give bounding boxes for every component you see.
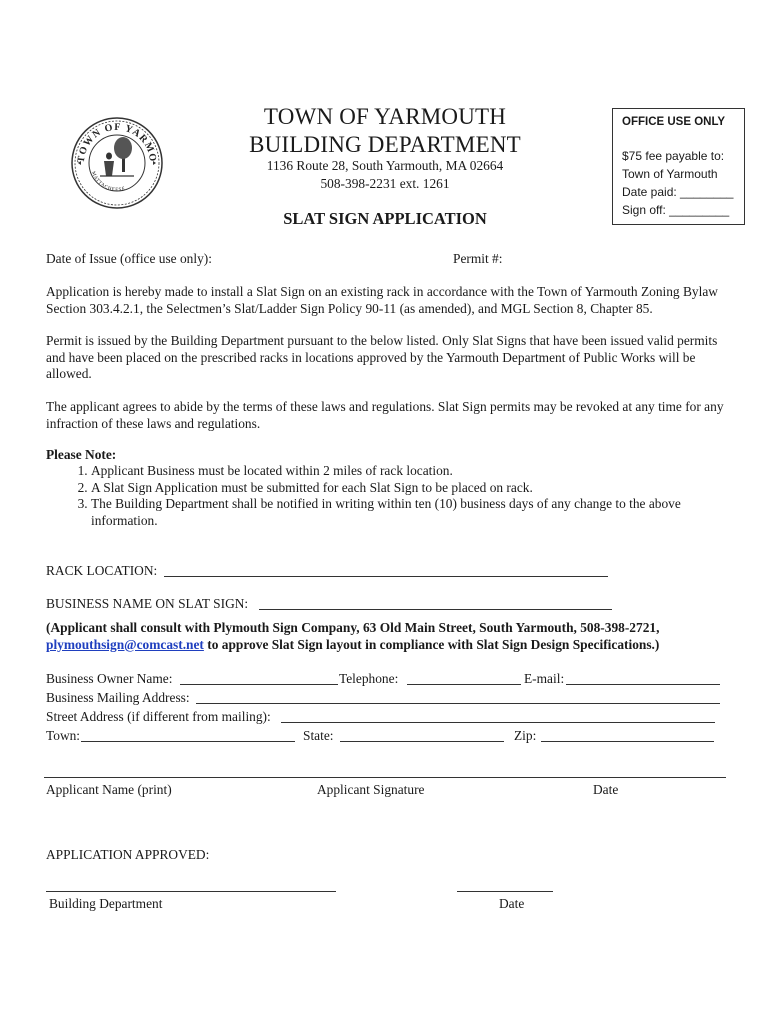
street-address-line[interactable] — [281, 722, 715, 723]
consult-text-end: to approve Slat Sign layout in compliance with Slat Sign Design Specifications.) — [203, 636, 660, 652]
date-paid-field[interactable]: Date paid: ________ — [622, 185, 734, 199]
building-department-signature-line[interactable] — [46, 891, 336, 892]
owner-name-label: Business Owner Name: — [46, 671, 173, 686]
application-approved-label: APPLICATION APPROVED: — [46, 847, 210, 862]
mailing-address-line[interactable] — [196, 703, 720, 704]
applicant-date-label: Date — [593, 782, 619, 797]
email-label: E-mail: — [524, 671, 565, 686]
zip-line[interactable] — [541, 741, 714, 742]
office-use-title: OFFICE USE ONLY — [622, 116, 726, 128]
applicant-signature-line[interactable] — [44, 777, 726, 778]
consult-note — [46, 620, 736, 653]
telephone-label: Telephone: — [339, 671, 399, 686]
telephone-line[interactable] — [407, 684, 521, 685]
department-address: 1136 Route 28, South Yarmouth, MA 02664 — [266, 158, 504, 173]
permit-paragraph: Permit is issued by the Building Department pursuant to the below listed. Only Slat Signs that have been issued valid permits and have been placed on the prescribed racks in locations approved by the Yarmouth Department of Public Works will be allowed. — [46, 333, 718, 381]
seal-top-text: TOWN OF YARMO — [75, 121, 159, 164]
note-item: 3. The Building Department shall be notified in writing within ten (10) business days of any change to the above information. — [91, 496, 736, 529]
mailing-address-label: Business Mailing Address: — [46, 690, 190, 705]
fee-text: $75 fee payable to: — [622, 149, 725, 163]
date-of-issue-label: Date of Issue (office use only): — [46, 251, 212, 266]
state-label: State: — [303, 728, 334, 743]
agreement-paragraph: The applicant agrees to abide by the terms of these laws and regulations. Slat Sign permits may be revoked at any time for any infraction of these laws and regulations. — [46, 399, 724, 431]
form-title: SLAT SIGN APPLICATION — [283, 209, 487, 228]
please-note-list — [46, 463, 736, 529]
business-name-label: BUSINESS NAME ON SLAT SIGN: — [46, 596, 249, 611]
please-note-heading: Please Note: — [46, 447, 117, 462]
note-item: 2. A Slat Sign Application must be submitted for each Slat Sign to be placed on rack. — [91, 480, 736, 497]
consult-text: (Applicant shall consult with Plymouth Sign Company, 63 Old Main Street, South Yarmouth, 508-398-2721, — [46, 620, 660, 635]
svg-text:TOWN OF YARMOUTH — [70, 116, 158, 163]
office-use-box — [612, 108, 745, 225]
email-line[interactable] — [566, 684, 720, 685]
state-line[interactable] — [340, 741, 504, 742]
owner-name-line[interactable] — [180, 684, 338, 685]
town-line[interactable] — [81, 741, 295, 742]
street-address-label: Street Address (if different from mailing): — [46, 709, 271, 724]
application-paragraph: Application is hereby made to install a Slat Sign on an existing rack in accordance with the Town of Yarmouth Zoning Bylaw Section 303.4.2.1, the Selectmen’s Slat/Ladder Sign Policy 90-11 (as amended), and MGL Section 8, Chapter 85. — [46, 284, 718, 316]
building-department-label: Building Department — [49, 896, 163, 911]
permit-number-label: Permit #: — [453, 251, 503, 266]
approval-date-label: Date — [499, 896, 525, 911]
business-name-line[interactable] — [259, 609, 612, 610]
rack-location-label: RACK LOCATION: — [46, 563, 158, 578]
rack-location-line[interactable] — [164, 576, 608, 577]
town-label: Town: — [46, 728, 81, 743]
department-title: BUILDING DEPARTMENT — [249, 132, 521, 157]
department-phone: 508-398-2231 ext. 1261 — [320, 176, 450, 191]
applicant-signature-label: Applicant Signature — [317, 782, 425, 797]
zip-label: Zip: — [514, 728, 537, 743]
note-item: 1. Applicant Business must be located within 2 miles of rack location. — [91, 463, 736, 480]
seal-bottom-text: MATTACHEESE — [90, 170, 127, 193]
town-seal — [70, 116, 164, 210]
approval-date-line[interactable] — [457, 891, 553, 892]
payee-text: Town of Yarmouth — [622, 167, 718, 181]
sign-off-field[interactable]: Sign off: _________ — [622, 203, 730, 217]
consult-email-link[interactable]: plymouthsign@comcast.net — [46, 636, 204, 652]
applicant-name-label: Applicant Name (print) — [46, 782, 172, 797]
town-title: TOWN OF YARMOUTH — [263, 104, 507, 129]
